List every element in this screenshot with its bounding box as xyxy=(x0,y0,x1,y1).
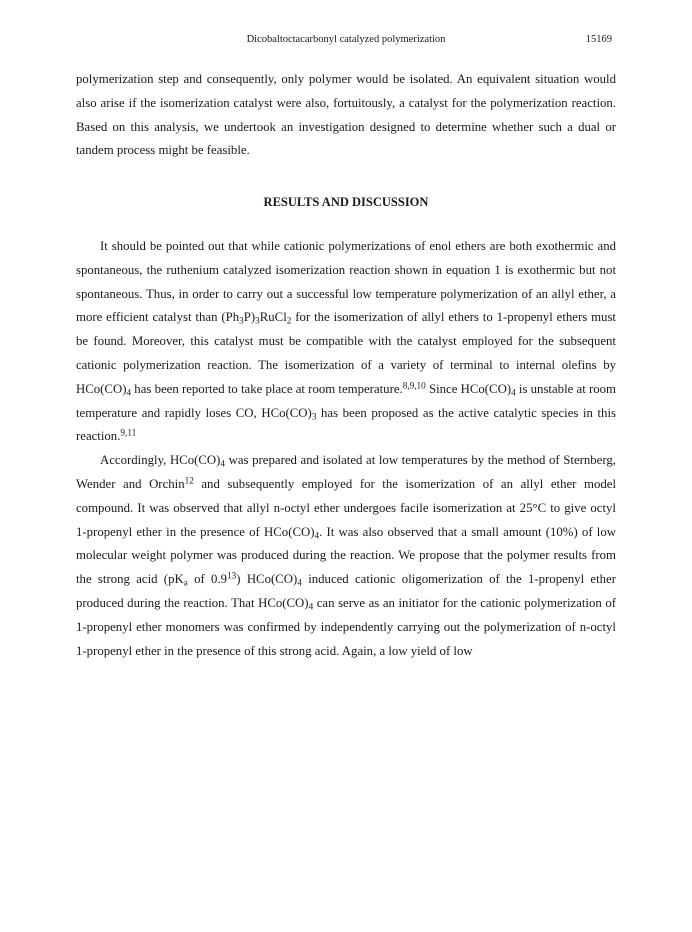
text-run: was prepared and isolated at low temperatures by the method of Sternberg, Wender and Orchin xyxy=(76,453,616,491)
subscript: 2 xyxy=(286,315,292,326)
subscript: 3 xyxy=(311,411,317,422)
intro-paragraph xyxy=(76,68,616,163)
citation: 8,9,10 xyxy=(402,380,426,391)
citation: 12 xyxy=(184,475,194,486)
paragraph-2 xyxy=(76,449,616,663)
text-run: of 0.9 xyxy=(187,572,228,587)
subscript: 4 xyxy=(126,387,132,398)
text-run: . It was also observed that a small amount (10%) of low molecular weight polymer was produced during the reaction. We propose that the polymer results from the strong acid (pK xyxy=(76,524,617,587)
citation: 13 xyxy=(227,570,237,581)
subscript: 4 xyxy=(297,577,302,588)
text-run: ) HCo(CO) xyxy=(236,572,298,587)
text-run: Since HCo(CO) xyxy=(425,381,512,396)
text-run: for the isomerization of allyl ethers to 1-propenyl ethers must be found. Moreover, this catalyst must be compatible with the catalyst employed for the subsequent cationic polymerization reaction. The isomerization of a variety of terminal to internal olefins by HCo(CO) xyxy=(76,310,616,396)
subscript: a xyxy=(183,577,188,588)
intro-text: polymerization step and consequently, only polymer would be isolated. An equivalent situation would also arise if the isomerization catalyst were also, fortuitously, a catalyst for the polymerization reaction. Based on this analysis, we undertook an investigation designed to determine whether such a dual or tandem process might be feasible. xyxy=(76,72,616,158)
subscript: 3 xyxy=(255,315,260,326)
text-run: P) xyxy=(243,310,256,325)
subscript: 4 xyxy=(511,387,516,398)
text-run: induced cationic oligomerization of the 1-propenyl ether produced during the reaction. That HCo(CO) xyxy=(76,572,616,610)
citation: 9,11 xyxy=(120,427,137,438)
page-number: 15169 xyxy=(585,34,612,45)
paragraph-1 xyxy=(76,235,616,449)
text-run: and subsequently employed for the isomerization of an allyl ether model compound. It was observed that allyl n-octyl ether undergoes facile isomerization at 25°C to give octyl 1-propenyl ether in the presence of HCo(CO) xyxy=(76,476,616,539)
text-run: RuCl xyxy=(259,310,287,325)
subscript: 4 xyxy=(220,458,226,469)
subscript: 3 xyxy=(239,315,244,326)
text-run: can serve as an initiator for the cationic polymerization of 1-propenyl ether monomers was confirmed by independently carrying out the polymerization of n-octyl 1-propenyl ether in the presence of this strong acid. Again, a low yield of low xyxy=(76,595,616,658)
text-run: has been reported to take place at room temperature. xyxy=(131,381,403,396)
text-run: It should be pointed out that while cationic polymerizations of enol ethers are both exothermic and spontaneous, the ruthenium catalyzed isomerization reaction shown in equation 1 is exothermic but not spontaneous. Thus, in order to carry out a successful low temperature polymerization of an allyl ether, a more efficient catalyst than (Ph xyxy=(76,239,616,325)
running-title: Dicobaltoctacarbonyl catalyzed polymerization xyxy=(246,34,446,45)
text-run: has been proposed as the active catalytic species in this reaction. xyxy=(76,405,616,444)
text-run: is unstable at room temperature and rapidly loses CO, HCo(CO) xyxy=(76,381,616,420)
subscript: 4 xyxy=(314,530,320,541)
discussion-section xyxy=(76,235,616,663)
text-run: Accordingly, HCo(CO) xyxy=(100,453,221,468)
section-heading: RESULTS AND DISCUSSION xyxy=(263,195,429,209)
subscript: 4 xyxy=(308,601,314,612)
